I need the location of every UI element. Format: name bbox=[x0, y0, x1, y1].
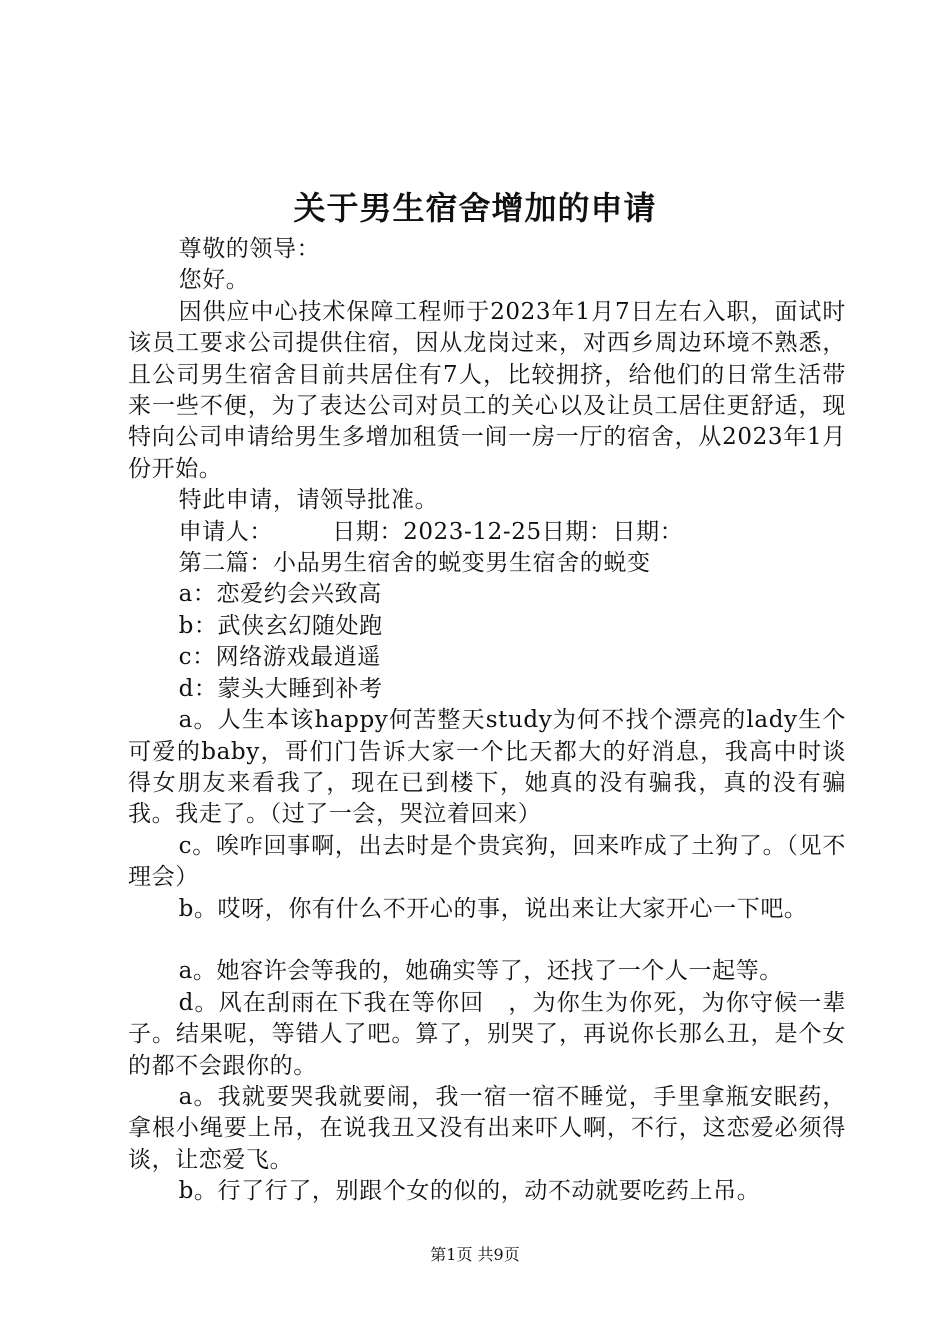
paragraph-line-b: b：武侠玄幻随处跑 bbox=[178, 612, 383, 639]
paragraph-closing: 特此申请，请领导批准。 bbox=[178, 487, 439, 514]
document-body bbox=[128, 234, 846, 1208]
paragraph-line-a: a：恋爱约会兴致高 bbox=[178, 581, 382, 608]
paragraph-dialogue: a。我就要哭我就要闹，我一宿一宿不睡觉，手里拿瓶安眠药，拿根小绳要上吊，在说我丑又没有出来吓人啊，不行，这恋爱必须得谈，让恋爱飞。 bbox=[128, 1083, 846, 1173]
paragraph-dialogue: a。她容许会等我的，她确实等了，还找了一个人一起等。 bbox=[178, 958, 783, 985]
paragraph-request-body: 因供应中心技术保障工程师于2023年1月7日左右入职，面试时该员工要求公司提供住宿，因从龙岗过来，对西乡周边环境不熟悉，且公司男生宿舍目前共居住有7人，比较拥挤，给他们的日常生活带来一些不便，为了表达公司对员工的关心以及让员工居住更舒适，现特向公司申请给男生多增加租赁一间一房一厅的宿舍，从2023年1月份开始。 bbox=[128, 298, 846, 482]
paragraph-blank bbox=[128, 925, 846, 956]
paragraph-dialogue: a。人生本该happy何苦整天study为何不找个漂亮的lady生个可爱的baby，哥们门告诉大家一个比天都大的好消息，我高中时谈得女朋友来看我了，现在已到楼下，她真的没有骗我，真的没有骗我。我走了。（过了一会，哭泣着回来） bbox=[128, 707, 846, 828]
paragraph-line-d: d：蒙头大睡到补考 bbox=[178, 675, 383, 702]
paragraph-line-c: c：网络游戏最逍遥 bbox=[178, 644, 381, 671]
paragraph-dialogue: b。哎呀，你有什么不开心的事，说出来让大家开心一下吧。 bbox=[178, 895, 808, 922]
paragraph-salutation: 尊敬的领导： bbox=[178, 236, 321, 262]
page-footer: 第1页 共9页 bbox=[430, 1245, 520, 1264]
document-title: 关于男生宿舍增加的申请 bbox=[293, 189, 657, 227]
paragraph-dialogue: c。唉咋回事啊，出去时是个贵宾狗，回来咋成了土狗了。（见不理会） bbox=[128, 832, 846, 891]
paragraph-signature-date: 申请人： 日期：2023-12-25日期：日期： bbox=[178, 518, 684, 545]
paragraph-section-heading: 第二篇：小品男生宿舍的蜕变男生宿舍的蜕变 bbox=[178, 550, 651, 577]
paragraph-dialogue: d。风在刮雨在下我在等你回 ，为你生为你死，为你守候一辈子。结果呢，等错人了吧。算了，别哭了，再说你长那么丑，是个女的都不会跟你的。 bbox=[128, 989, 846, 1079]
paragraph-greeting: 您好。 bbox=[178, 267, 250, 294]
paragraph-dialogue: b。行了行了，别跟个女的似的，动不动就要吃药上吊。 bbox=[178, 1178, 761, 1205]
